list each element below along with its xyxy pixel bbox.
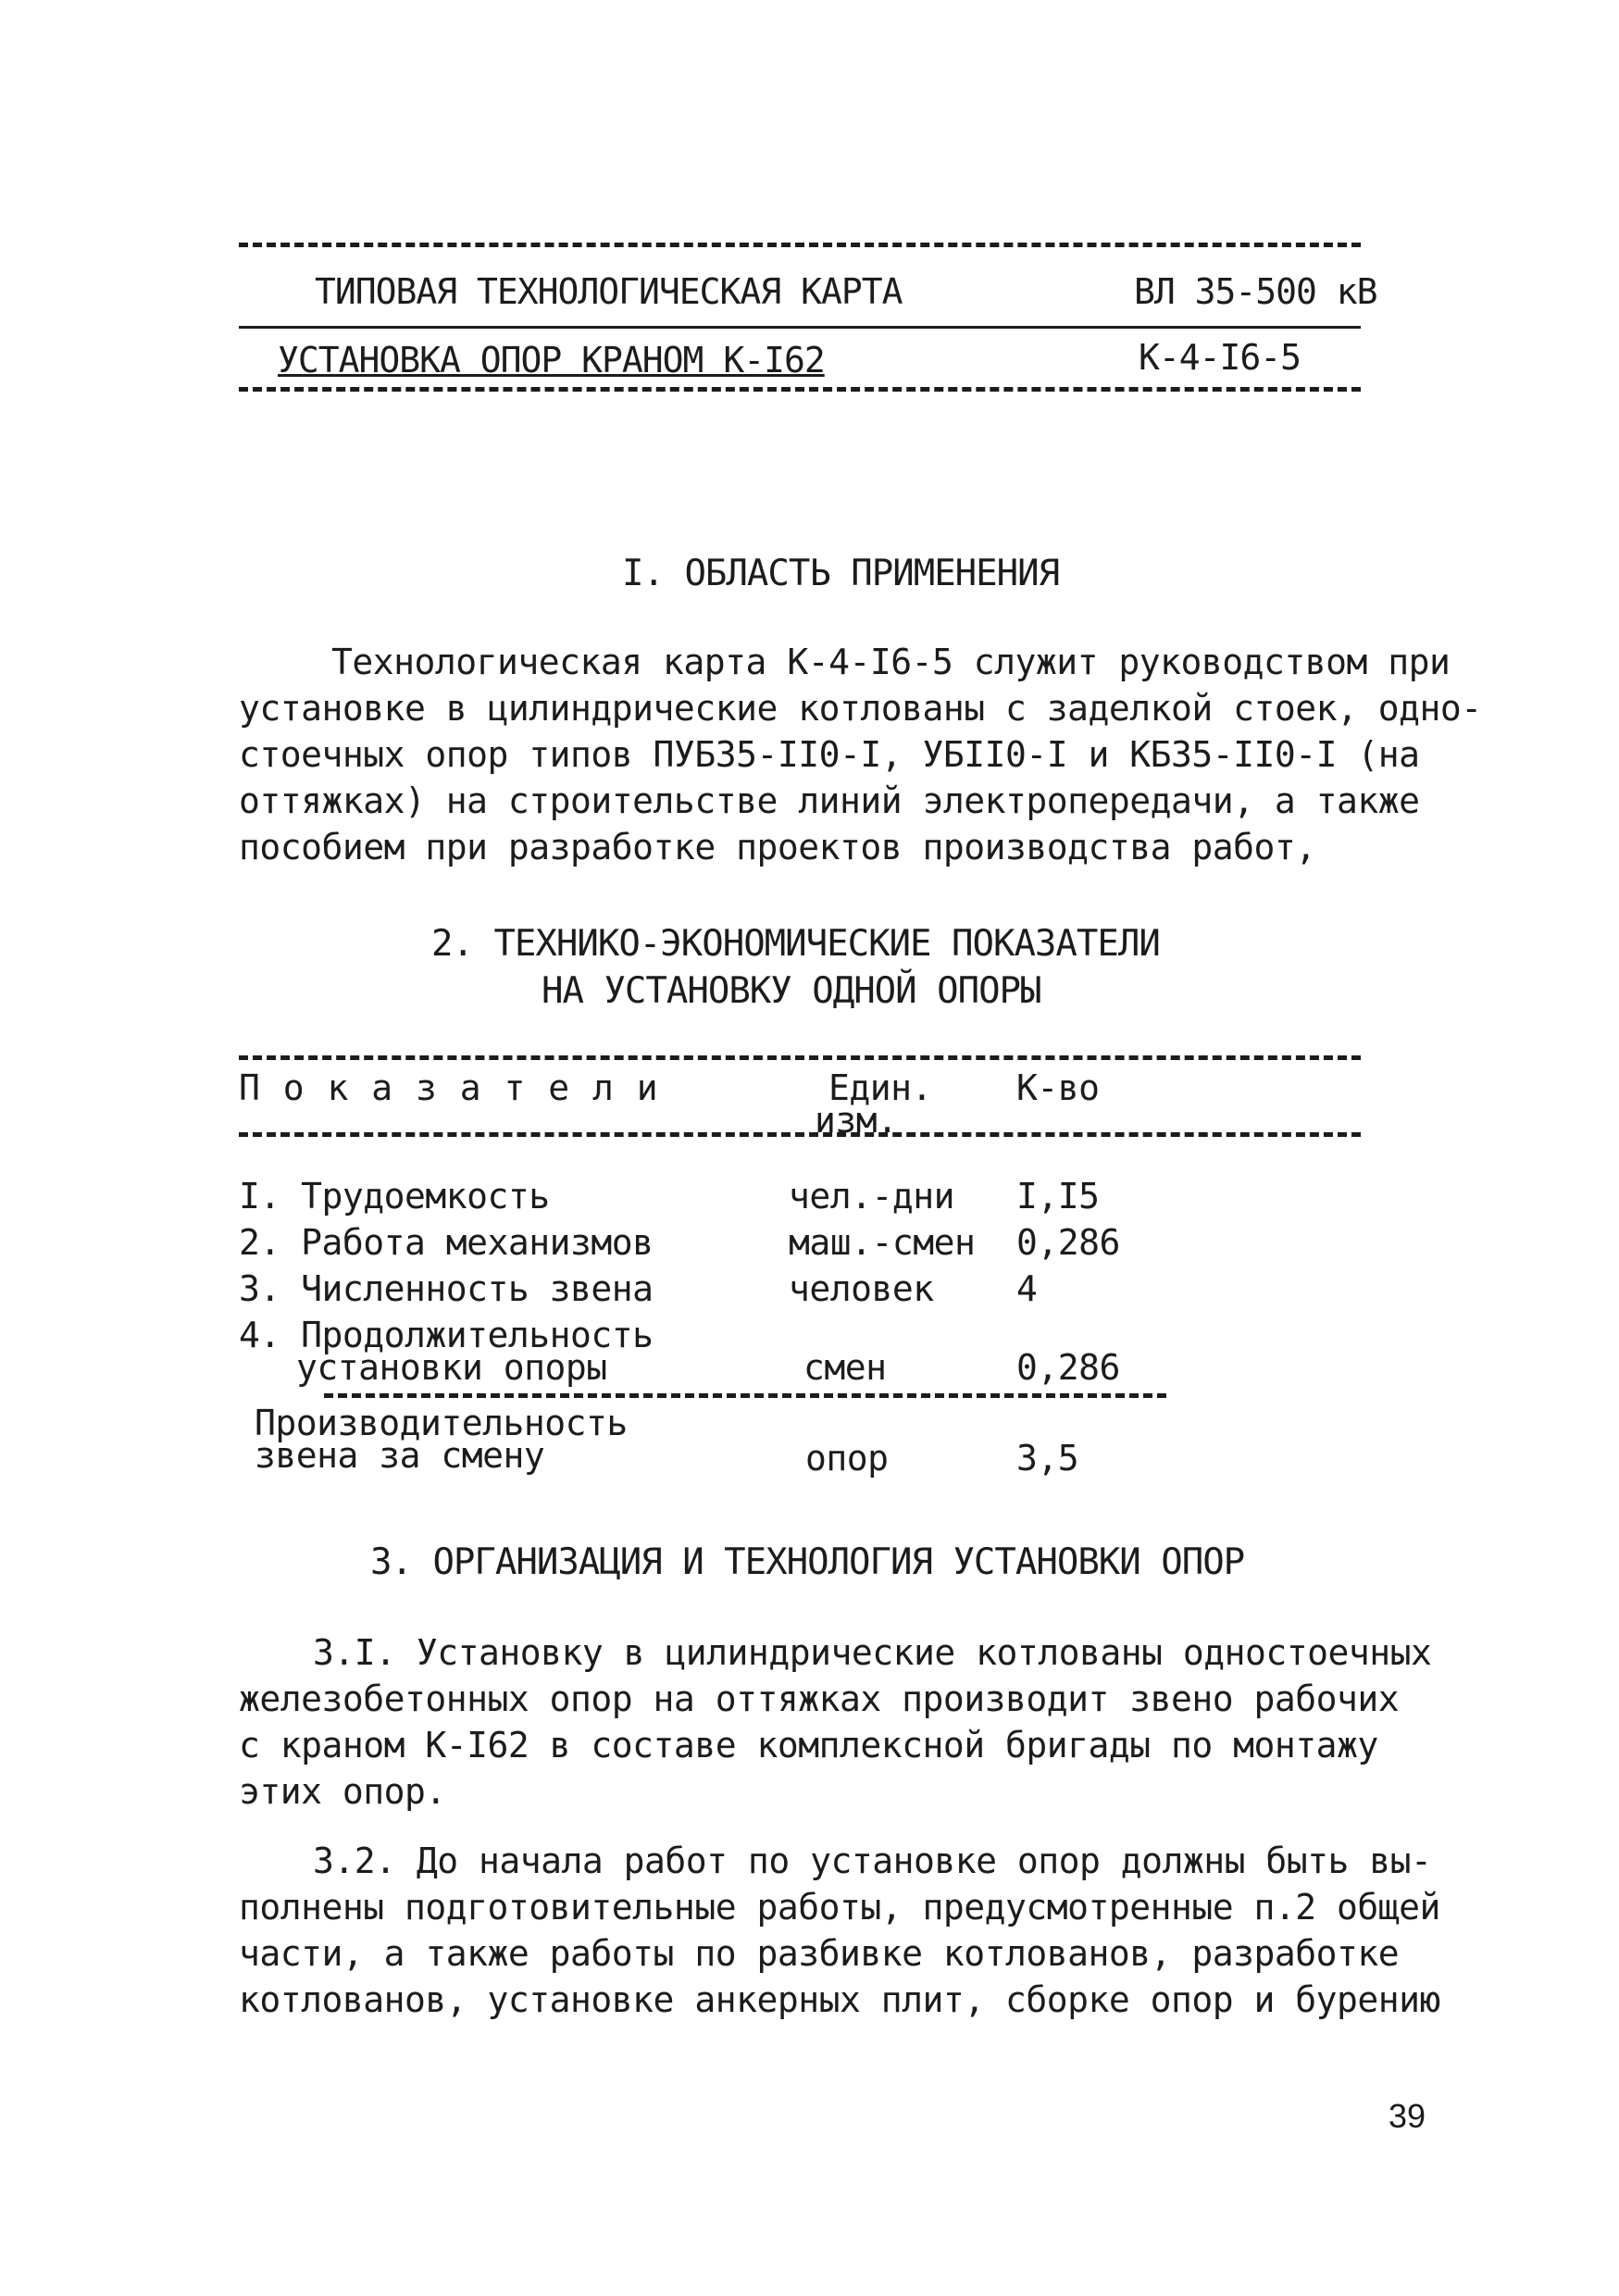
section3-paragraph-2: [239, 1838, 1440, 2023]
header-top-rule: [239, 243, 1361, 247]
table-row-label: 4. Продолжительность: [239, 1315, 654, 1355]
table-row-label: I. Трудоемкость: [239, 1176, 550, 1217]
header-subtitle: УСТАНОВКА ОПОР КРАНОМ К-I62: [278, 340, 825, 381]
table-row-qty: 0,286: [1016, 1222, 1120, 1263]
table-top-rule: [239, 1055, 1361, 1060]
table-footer-rule: [324, 1393, 1166, 1398]
header-code: К-4-I6-5: [1139, 337, 1301, 378]
header-bottom-rule: [239, 387, 1361, 392]
section1-paragraph: [239, 639, 1482, 870]
page-number: 39: [1389, 2097, 1426, 2135]
table-header-unit-abbrev: изм.: [815, 1100, 898, 1141]
table-row-qty: I,I5: [1016, 1176, 1100, 1217]
header-line-voltage: ВЛ 35-500 кВ: [1134, 271, 1377, 312]
paragraph-line: котлованов, установке анкерных плит, сборке опор и бурению: [239, 1979, 1440, 2020]
paragraph-line: установке в цилиндрические котлованы с заделкой стоек, одно-: [239, 688, 1482, 729]
section2-heading-line2: НА УСТАНОВКУ ОДНОЙ ОПОРЫ: [542, 970, 1041, 1012]
table-footer-label: Производительность: [255, 1403, 628, 1443]
table-row-qty: 0,286: [1016, 1347, 1120, 1388]
section2-heading-line1: 2. ТЕХНИКО-ЭКОНОМИЧЕСКИЕ ПОКАЗАТЕЛИ: [431, 923, 1160, 965]
table-row-unit: человек: [789, 1268, 934, 1309]
table-row-unit: маш.-смен: [789, 1222, 976, 1263]
section3-paragraph-1: [239, 1629, 1432, 1815]
table-header-unit: Един.: [828, 1067, 932, 1108]
header-middle-rule: [239, 326, 1361, 329]
paragraph-line: 3.2. До начала работ по установке опор должны быть вы-: [313, 1841, 1432, 1881]
table-header-indicator: П о к а з а т е л и: [239, 1067, 659, 1108]
table-row-qty: 4: [1016, 1268, 1038, 1309]
table-footer-unit: опор: [805, 1438, 889, 1479]
header-title: ТИПОВАЯ ТЕХНОЛОГИЧЕСКАЯ КАРТА: [315, 271, 903, 312]
paragraph-line: 3.I. Установку в цилиндрические котлованы одностоечных: [313, 1632, 1432, 1673]
section1-heading: I. ОБЛАСТЬ ПРИМЕНЕНИЯ: [622, 553, 1060, 594]
paragraph-line: этих опор.: [239, 1771, 446, 1812]
table-row-label-continued: установки опоры: [296, 1347, 607, 1388]
table-row-unit: смен: [803, 1347, 887, 1388]
paragraph-line: железобетонных опор на оттяжках производит звено рабочих: [239, 1678, 1400, 1719]
paragraph-line: Технологическая карта К-4-I6-5 служит руководством при: [331, 642, 1451, 682]
table-footer-qty: 3,5: [1016, 1438, 1079, 1479]
table-header-rule: [239, 1132, 1361, 1137]
paragraph-line: пособием при разработке проектов производства работ,: [239, 827, 1316, 867]
paragraph-line: стоечных опор типов ПУБ35-II0-I, УБII0-I и КБ35-II0-I (на: [239, 734, 1420, 775]
paragraph-line: части, а также работы по разбивке котлованов, разработке: [239, 1933, 1400, 1974]
paragraph-line: оттяжках) на строительстве линий электропередачи, а также: [239, 780, 1420, 821]
section3-heading: 3. ОРГАНИЗАЦИЯ И ТЕХНОЛОГИЯ УСТАНОВКИ ОПОР: [370, 1541, 1245, 1583]
paragraph-line: с краном К-I62 в составе комплексной бригады по монтажу: [239, 1725, 1378, 1766]
table-row-unit: чел.-дни: [789, 1176, 955, 1217]
table-row-label: 3. Численность звена: [239, 1268, 654, 1309]
table-header-qty: К-во: [1016, 1067, 1100, 1108]
table-row-label: 2. Работа механизмов: [239, 1222, 654, 1263]
table-footer-label-continued: звена за смену: [255, 1435, 545, 1476]
paragraph-line: полнены подготовительные работы, предусмотренные п.2 общей: [239, 1887, 1440, 1928]
